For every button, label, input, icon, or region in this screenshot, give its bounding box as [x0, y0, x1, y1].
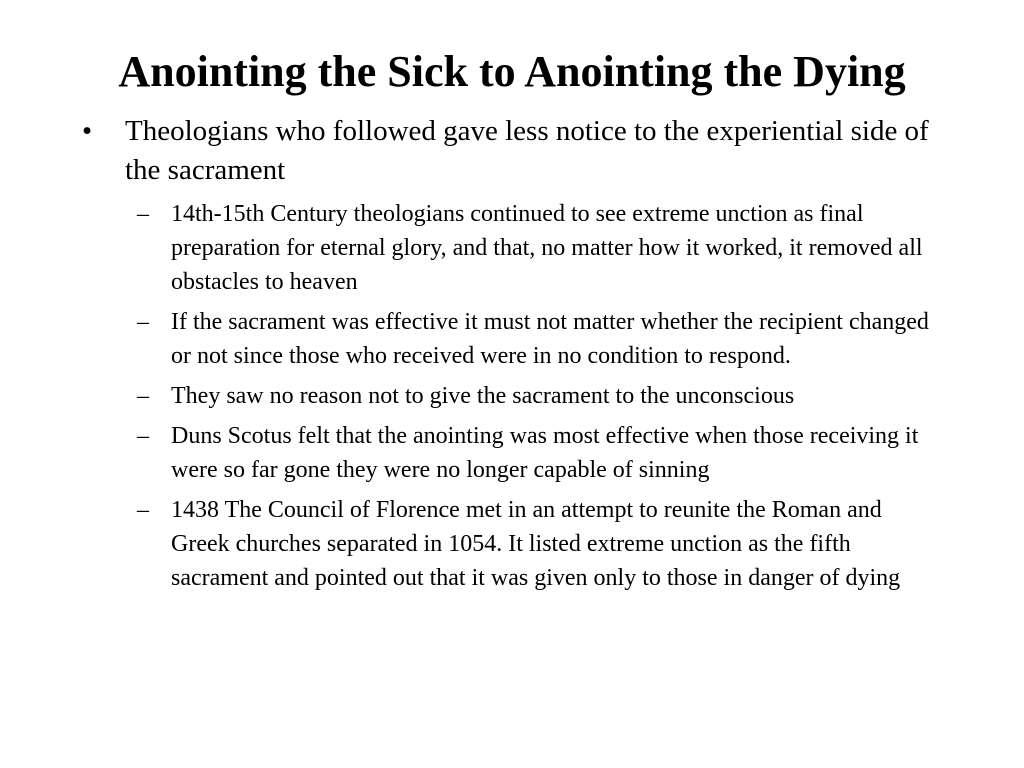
sub-bullet-item — [137, 379, 937, 413]
dash-marker: – — [137, 423, 149, 449]
main-bullet — [82, 112, 942, 190]
sub-bullet-text: If the sacrament was effective it must not matter whether the recipient changed or not since those who received were in no condition to respond. — [171, 309, 929, 369]
main-bullet-text: Theologians who followed gave less notice to the experiential side of the sacrament — [125, 115, 929, 186]
sub-bullet-item — [137, 197, 937, 299]
sub-bullet-text: 14th-15th Century theologians continued to see extreme unction as final preparation for eternal glory, and that, no matter how it worked, it removed all obstacles to heaven — [171, 201, 923, 295]
sub-bullet-text: 1438 The Council of Florence met in an attempt to reunite the Roman and Greek churches separated in 1054. It listed extreme unction as the fifth sacrament and pointed out that it was given only to those in danger of dying — [171, 497, 901, 591]
sub-bullet-item — [137, 305, 937, 373]
sub-bullet-text: They saw no reason not to give the sacrament to the unconscious — [171, 383, 795, 409]
dash-marker: – — [137, 309, 149, 335]
sub-bullet-item — [137, 493, 937, 595]
sub-bullet-list — [137, 197, 937, 601]
dash-marker: – — [137, 201, 149, 227]
sub-bullet-text: Duns Scotus felt that the anointing was most effective when those receiving it were so far gone they were no longer capable of sinning — [171, 423, 919, 483]
slide-title: Anointing the Sick to Anointing the Dying — [118, 47, 906, 96]
dash-marker: – — [137, 497, 149, 523]
dash-marker: – — [137, 383, 149, 409]
sub-bullet-item — [137, 419, 937, 487]
bullet-marker: • — [82, 115, 93, 147]
